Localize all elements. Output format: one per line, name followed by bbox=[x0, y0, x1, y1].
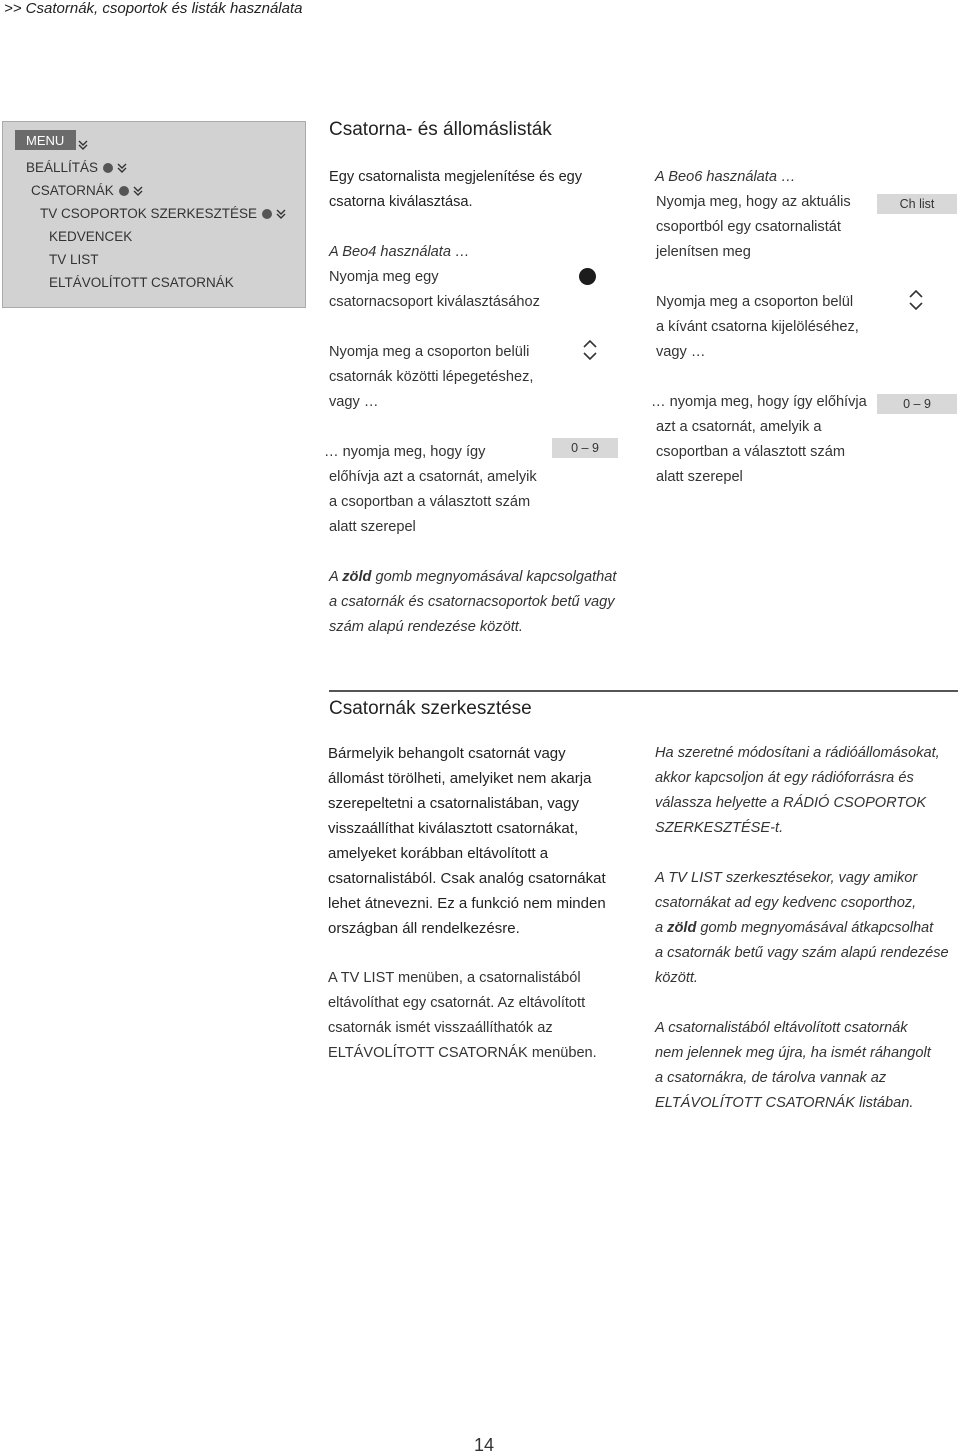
menu-item-label: BEÁLLÍTÁS bbox=[26, 160, 99, 175]
text-line: Nyomja meg a csoporton belül bbox=[656, 294, 854, 310]
section-title: Csatorna- és állomáslisták bbox=[329, 119, 552, 140]
text-line: alatt szerepel bbox=[656, 469, 743, 485]
page-number: 14 bbox=[474, 1435, 495, 1455]
beo6-step2 bbox=[656, 290, 886, 365]
text-line: csatornalistából. Csak analóg csatornákat bbox=[328, 870, 606, 887]
black-circle-button-icon bbox=[579, 268, 596, 285]
menu-item-kedvencek: KEDVENCEK bbox=[49, 229, 133, 244]
text-line: a csatornák és csatornacsoportok betű vagy bbox=[329, 594, 615, 610]
text-span: A bbox=[329, 569, 343, 585]
beo4-step2 bbox=[329, 340, 569, 415]
text-line: csatornacsoport kiválasztásához bbox=[329, 294, 540, 310]
text-line: csatorna kiválasztása. bbox=[329, 194, 473, 210]
green-label: zöld bbox=[667, 920, 697, 936]
dot-icon bbox=[262, 209, 272, 219]
menu-item-tv-csoportok bbox=[40, 206, 288, 221]
menu-item-eltavolitott: ELTÁVOLÍTOTT CSATORNÁK bbox=[49, 275, 234, 290]
chevron-down-icon bbox=[131, 184, 145, 198]
text-line: ELTÁVOLÍTOTT CSATORNÁK listában. bbox=[655, 1095, 914, 1111]
text-line: Egy csatornalista megjelenítése és egy bbox=[329, 169, 583, 185]
text-line: A TV LIST szerkesztésekor, vagy amikor bbox=[655, 870, 918, 886]
text-line: Nyomja meg, hogy az aktuális bbox=[656, 194, 851, 210]
text-line: … nyomja meg, hogy így bbox=[324, 444, 486, 460]
text-line: nem jelennek meg újra, ha ismét ráhangolt bbox=[655, 1045, 931, 1061]
digits-button: 0 – 9 bbox=[552, 438, 618, 458]
ch-list-button: Ch list bbox=[877, 194, 957, 214]
digits-button: 0 – 9 bbox=[877, 394, 957, 414]
menu-item-beallitas bbox=[26, 160, 129, 175]
green-button-note bbox=[329, 565, 659, 640]
text-line: csoportban a választott szám bbox=[656, 444, 845, 460]
radio-note bbox=[655, 741, 955, 841]
text-line: visszaállíthat kiválasztott csatornákat, bbox=[328, 820, 579, 837]
intro-text bbox=[329, 165, 629, 215]
up-down-arrow-icon bbox=[906, 288, 926, 312]
dot-icon bbox=[103, 163, 113, 173]
text-line: Ha szeretné módosítani a rádióállomásokat, bbox=[655, 745, 940, 761]
text-line: csatornák ismét visszaállíthatók az bbox=[328, 1020, 553, 1036]
text-span: gomb megnyomásával kapcsolgathat bbox=[371, 569, 617, 585]
text-line: azt a csatornát, amelyik a bbox=[656, 419, 822, 435]
text-line bbox=[329, 565, 659, 590]
beo6-step3 bbox=[651, 390, 876, 490]
up-down-arrow-icon bbox=[580, 338, 600, 362]
text-line: előhívja azt a csatornát, amelyik bbox=[329, 469, 537, 485]
text-line: a csatornákra, de tárolva vannak az bbox=[655, 1070, 887, 1086]
section-divider bbox=[329, 690, 958, 692]
sort-note bbox=[655, 866, 955, 991]
text-line: a csatornák betű vagy szám alapú rendezése bbox=[655, 945, 949, 961]
chevron-down-icon bbox=[274, 207, 288, 221]
text-line: országban áll rendelkezésre. bbox=[328, 920, 520, 937]
menu-item-label: CSATORNÁK bbox=[31, 183, 114, 198]
text-line: csatornák közötti lépegetéshez, bbox=[329, 369, 534, 385]
tv-list-description bbox=[328, 966, 648, 1066]
text-line: … nyomja meg, hogy így előhívja bbox=[651, 394, 867, 410]
text-line: Bármelyik behangolt csatornát vagy bbox=[328, 745, 566, 762]
text-line: Nyomja meg egy bbox=[329, 269, 439, 285]
section-title: Csatornák szerkesztése bbox=[329, 698, 532, 719]
menu-item-csatornak bbox=[31, 183, 145, 198]
text-line bbox=[655, 916, 955, 941]
text-line: eltávolíthat egy csatornát. Az eltávolított bbox=[328, 995, 586, 1011]
text-line: állomást törölheti, amelyiket nem akarja bbox=[328, 770, 592, 787]
text-line: válassza helyette a RÁDIÓ CSOPORTOK bbox=[655, 795, 927, 811]
menu-tag: MENU bbox=[15, 130, 76, 150]
chevron-down-icon bbox=[76, 137, 90, 151]
menu-item-tv-list: TV LIST bbox=[49, 252, 99, 267]
text-line: lehet átnevezni. Ez a funkció nem minden bbox=[328, 895, 606, 912]
text-line: Nyomja meg a csoporton belüli bbox=[329, 344, 530, 360]
text-line: SZERKESZTÉSE-t. bbox=[655, 820, 784, 836]
text-line: amelyeket korábban eltávolított a bbox=[328, 845, 549, 862]
breadcrumb: >> Csatornák, csoportok és listák használata bbox=[4, 0, 303, 17]
text-line: jelenítsen meg bbox=[656, 244, 751, 260]
text-span: a bbox=[655, 920, 668, 936]
text-line: vagy … bbox=[329, 394, 379, 410]
text-line: akkor kapcsoljon át egy rádióforrásra és bbox=[655, 770, 914, 786]
text-line: szerepeltetni a csatornalistában, vagy bbox=[328, 795, 579, 812]
text-line: között. bbox=[655, 970, 698, 986]
beo6-heading: A Beo6 használata … bbox=[655, 169, 796, 185]
edit-description bbox=[328, 741, 648, 941]
removed-channels-note bbox=[655, 1016, 955, 1116]
chevron-down-icon bbox=[115, 161, 129, 175]
text-line: A TV LIST menüben, a csatornalistából bbox=[328, 970, 581, 986]
text-line: a csoportban a választott szám bbox=[329, 494, 531, 510]
menu-item-label: TV CSOPORTOK SZERKESZTÉSE bbox=[40, 206, 258, 221]
text-line: vagy … bbox=[656, 344, 706, 360]
beo4-heading: A Beo4 használata … bbox=[329, 244, 470, 260]
text-line: a kívánt csatorna kijelöléséhez, bbox=[656, 319, 859, 335]
text-line: csoportból egy csatornalistát bbox=[656, 219, 841, 235]
beo4-step1 bbox=[329, 265, 569, 315]
text-line: csatornákat ad egy kedvenc csoporthoz, bbox=[655, 895, 917, 911]
green-label: zöld bbox=[342, 569, 372, 585]
dot-icon bbox=[119, 186, 129, 196]
text-span: gomb megnyomásával átkapcsolhat bbox=[696, 920, 934, 936]
text-line: A csatornalistából eltávolított csatornák bbox=[655, 1020, 908, 1036]
menu-diagram bbox=[2, 121, 306, 308]
text-line: alatt szerepel bbox=[329, 519, 416, 535]
text-line: ELTÁVOLÍTOTT CSATORNÁK menüben. bbox=[328, 1045, 597, 1061]
text-line: szám alapú rendezése között. bbox=[329, 619, 523, 635]
beo4-step3 bbox=[324, 440, 574, 540]
beo6-step1 bbox=[656, 190, 876, 265]
